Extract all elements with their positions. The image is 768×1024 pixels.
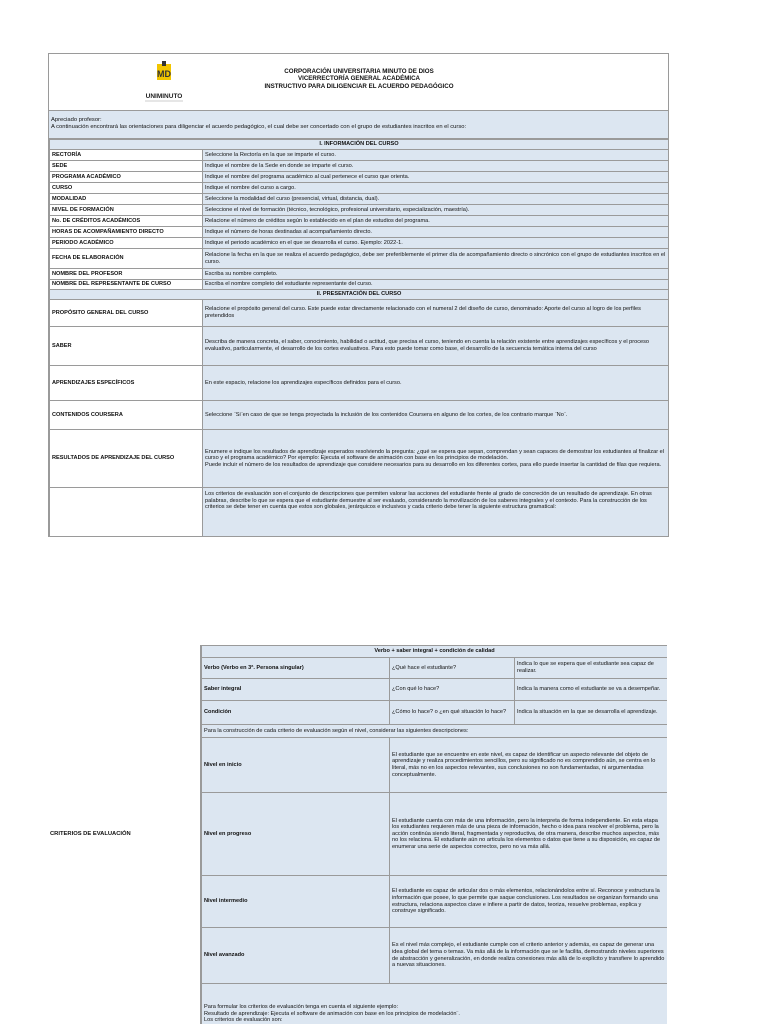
row-text: Los criterios de evaluación son el conjunto de descripciones que permiten valorar las acciones del estudiante frente al grado de concreción de un resultado de aprendizaje. En otras palabras, describe lo que se espera que el estudiante demuestre al ser evaluado, considerando la movilización de los saberes integrales y el contexto. Para la construcción de los criterios se debe tener en cuenta que estos son globales, jerárquicos e inclusivos y cada criterio debe tener la siguiente estructura gramatical: bbox=[203, 488, 669, 538]
table-row bbox=[202, 876, 668, 928]
table-row bbox=[50, 205, 669, 216]
table-row bbox=[50, 366, 669, 401]
row-text: Indique el número de horas destinadas al acompañamiento directo. bbox=[203, 227, 669, 238]
row-text-para-2: Puede incluir el número de los resultados de aprendizaje que considere necesarios para su desarrollo en los diferentes cortes, para ello puede insertar la cantidad de filas que requiera. bbox=[205, 461, 662, 468]
structure-label: Verbo (Verbo en 3ª. Persona singular) bbox=[202, 658, 390, 679]
row-text: Describa de manera concreta, el saber, conocimiento, habilidad o actitud, que precisa el curso, teniendo en cuenta la relación existente entre aprendizajes específicos y el proceso evaluativo, particularmente, el desarrollo de los cortes evaluativos. Para esto puede tomar como base, el desarrollo de la secuencia temática interna del curso bbox=[203, 327, 669, 366]
row-label: NOMBRE DEL REPRESENTANTE DE CURSO bbox=[50, 280, 203, 290]
table-row bbox=[50, 183, 669, 194]
table-row bbox=[50, 401, 669, 430]
table-row bbox=[50, 300, 669, 327]
table-row bbox=[202, 793, 668, 876]
row-text: Escriba el nombre completo del estudiante representante del curso. bbox=[203, 280, 669, 290]
header-line-2: VICERRECTORÍA GENERAL ACADÉMICA bbox=[297, 75, 421, 83]
uniminuto-logo bbox=[137, 60, 191, 104]
row-text: Seleccione ¨Si¨en caso de que se tenga proyectada la inclusión de los contenidos Coursera en alguno de los cortes, de los contrario marque ¨No¨. bbox=[203, 401, 669, 430]
level-label: Nivel intermedio bbox=[202, 876, 390, 928]
level-text: El estudiante que se encuentre en este nivel, es capaz de identificar un aspecto relevante del objeto de aprendizaje y realiza procedimientos sencillos, pero su significado no es comprendido aún, se centra en lo literal, más no en los aspectos relevantes, sus conclusiones no son fundamentadas, ni argumentadas conceptualmente. bbox=[390, 738, 668, 793]
structure-question: ¿Con qué lo hace? bbox=[390, 679, 515, 701]
row-text: En este espacio, relacione los aprendizajes específicos definidos para el curso. bbox=[203, 366, 669, 401]
row-text bbox=[203, 430, 669, 488]
header-line-3: INSTRUCTIVO PARA DILIGENCIAR EL ACUERDO PEDAGÓGICO bbox=[264, 82, 454, 90]
row-text: Relacione el número de créditos según lo establecido en el plan de estudios del programa. bbox=[203, 216, 669, 227]
criteria-label: CRITERIOS DE EVALUACIÓN bbox=[50, 831, 131, 837]
row-label: PERIODO ACADÉMICO bbox=[50, 238, 203, 249]
svg-text:MD: MD bbox=[157, 69, 171, 79]
row-label bbox=[50, 488, 203, 538]
table-row bbox=[50, 238, 669, 249]
table-row bbox=[50, 150, 669, 161]
section-1-title: I. INFORMACIÓN DEL CURSO bbox=[50, 140, 669, 150]
table-row bbox=[50, 280, 669, 290]
row-text: Seleccione la modalidad del curso (presencial, virtual, distancia, dual). bbox=[203, 194, 669, 205]
criteria-label-column bbox=[48, 645, 201, 1024]
row-label: RESULTADOS DE APRENDIZAJE DEL CURSO bbox=[50, 430, 203, 488]
example-line-1: Para formular los criterios de evaluación tenga en cuenta el siguiente ejemplo: bbox=[204, 1004, 399, 1010]
intro-text bbox=[49, 110, 668, 139]
row-text: Relacione el propósito general del curso. Este puede estar directamente relacionado con el numeral 2 del diseño de curso, denominado: Aporte del curso al logro de los perfiles pretendidos bbox=[203, 300, 669, 327]
criteria-table bbox=[201, 645, 667, 1024]
table-row bbox=[50, 172, 669, 183]
row-label: RECTORÍA bbox=[50, 150, 203, 161]
row-label: SEDE bbox=[50, 161, 203, 172]
example-line-2: Resultado de aprendizaje: Ejecuta el software de animación con base en los principios de modelación¨. bbox=[204, 1010, 460, 1017]
row-label: FECHA DE ELABORACIÓN bbox=[50, 249, 203, 269]
level-text: El estudiante cuenta con más de una información, pero la interpreta de forma independiente. En esta etapa los estudiantes requieren más de una pieza de información, hecho o idea para resolver el problema, pero la acción continúa siendo literal, fragmentada y reproductiva, de otra manera, describe muchos aspectos, más no los relaciona. El estudiante aún no articula los elementos o datos que tiene a su disposición, es capaz de enumerar una serie de aspectos correctos, pero no va más allá. bbox=[390, 793, 668, 876]
document-page-1 bbox=[48, 53, 669, 537]
level-label: Nivel avanzado bbox=[202, 928, 390, 984]
row-label: NOMBRE DEL PROFESOR bbox=[50, 269, 203, 280]
row-text: Relacione la fecha en la que se realiza el acuerdo pedagógico, debe ser preferiblemente el primer día de acompañamiento directo o sincrónico con el grupo de estudiantes inscritos en el curso. bbox=[203, 249, 669, 269]
row-text: Escriba su nombre completo. bbox=[203, 269, 669, 280]
row-label: CURSO bbox=[50, 183, 203, 194]
levels-intro: Para la construcción de cada criterio de evaluación según el nivel, considerar las siguientes descripciones: bbox=[202, 725, 668, 738]
header-title bbox=[209, 68, 509, 90]
header-line-1: CORPORACIÓN UNIVERSITARIA MINUTO DE DIOS bbox=[284, 68, 434, 75]
formula-header: Verbo + saber integral + condición de calidad bbox=[202, 646, 668, 658]
document-page-2 bbox=[48, 645, 667, 1024]
row-text: Seleccione la Rectoría en la que se imparte el curso. bbox=[203, 150, 669, 161]
example-line-3: Los criterios de evaluación son: bbox=[204, 1017, 283, 1024]
course-info-table bbox=[49, 139, 669, 537]
row-label: HORAS DE ACOMPAÑAMIENTO DIRECTO bbox=[50, 227, 203, 238]
row-label: SABER bbox=[50, 327, 203, 366]
logo-text: UNIMINUTO bbox=[145, 93, 183, 100]
row-text: Indique el nombre del curso a cargo. bbox=[203, 183, 669, 194]
table-row bbox=[50, 216, 669, 227]
structure-desc: Indica lo que se espera que el estudiante sea capaz de realizar. bbox=[515, 658, 668, 679]
row-text: Indique el nombre de la Sede en donde se imparte el curso. bbox=[203, 161, 669, 172]
level-label: Nivel en progreso bbox=[202, 793, 390, 876]
table-row bbox=[50, 430, 669, 488]
row-text-para-1: Enumere e indique los resultados de aprendizaje esperados resolviendo la pregunta: ¿qué se espera que sepan, comprendan y sean capaces de demostrar los estudiantes al finalizar el curso y el programa académico? Por ejemplo: Ejecuta el software de animación con base en los principios de modelación. bbox=[205, 448, 664, 462]
example-block bbox=[202, 984, 668, 1024]
table-row bbox=[202, 658, 668, 679]
intro-line-1: Apreciado profesor: bbox=[51, 117, 102, 123]
row-text: Indique el periodo académico en el que se desarrolla el curso. Ejemplo: 2022-1. bbox=[203, 238, 669, 249]
level-label: Nivel en inicio bbox=[202, 738, 390, 793]
row-label: MODALIDAD bbox=[50, 194, 203, 205]
structure-desc: Indica la situación en la que se desarrolla el aprendizaje. bbox=[515, 701, 668, 725]
level-text: El estudiante es capaz de articular dos o más elementos, relacionándolos entre sí. Reconoce y estructura la información que posee, lo que permite que saque conclusiones. Los resultados se organizan formando una estructura, relaciona aspectos clave e infiere a partir de datos, teoriza, resuelve problemas, explica y construye significado. bbox=[390, 876, 668, 928]
row-label: APRENDIZAJES ESPECÍFICOS bbox=[50, 366, 203, 401]
table-row bbox=[50, 249, 669, 269]
row-label: NIVEL DE FORMACIÓN bbox=[50, 205, 203, 216]
structure-label: Saber integral bbox=[202, 679, 390, 701]
table-row bbox=[202, 679, 668, 701]
row-label: CONTENIDOS COURSERA bbox=[50, 401, 203, 430]
level-text: Es el nivel más complejo, el estudiante cumple con el criterio anterior y además, es capaz de generar una idea global del tema o temas. Va más allá de la información que se le facilita, demostrando niveles superiores de abstracción y generalización, en donde realiza conexiones más allá de lo explícito y transfiere lo aprendido a nuevas situaciones. bbox=[390, 928, 668, 984]
table-row bbox=[202, 928, 668, 984]
section-2-title: II. PRESENTACIÓN DEL CURSO bbox=[50, 290, 669, 300]
intro-line-2: A continuación encontrará las orientaciones para diligenciar el acuerdo pedagógico, el cual debe ser concertado con el grupo de estudiantes inscritos en el curso: bbox=[51, 124, 467, 130]
table-row bbox=[202, 701, 668, 725]
row-text: Indique el nombre del programa académico al cual pertenece el curso que orienta. bbox=[203, 172, 669, 183]
table-row bbox=[50, 227, 669, 238]
table-row bbox=[50, 269, 669, 280]
document-header bbox=[49, 54, 668, 110]
row-label: PROGRAMA ACADÉMICO bbox=[50, 172, 203, 183]
table-row bbox=[202, 738, 668, 793]
structure-desc: Indica la manera como el estudiante se va a desempeñar. bbox=[515, 679, 668, 701]
structure-label: Condición bbox=[202, 701, 390, 725]
structure-question: ¿Cómo lo hace? o ¿en qué situación lo hace? bbox=[390, 701, 515, 725]
structure-question: ¿Qué hace el estudiante? bbox=[390, 658, 515, 679]
table-row bbox=[50, 488, 669, 538]
row-label: PROPÓSITO GENERAL DEL CURSO bbox=[50, 300, 203, 327]
table-row bbox=[50, 194, 669, 205]
row-text: Seleccione el nivel de formación (técnico, tecnológico, profesional universitario, especialización, maestría). bbox=[203, 205, 669, 216]
row-label: No. DE CRÉDITOS ACADÉMICOS bbox=[50, 216, 203, 227]
table-row bbox=[50, 327, 669, 366]
table-row bbox=[50, 161, 669, 172]
